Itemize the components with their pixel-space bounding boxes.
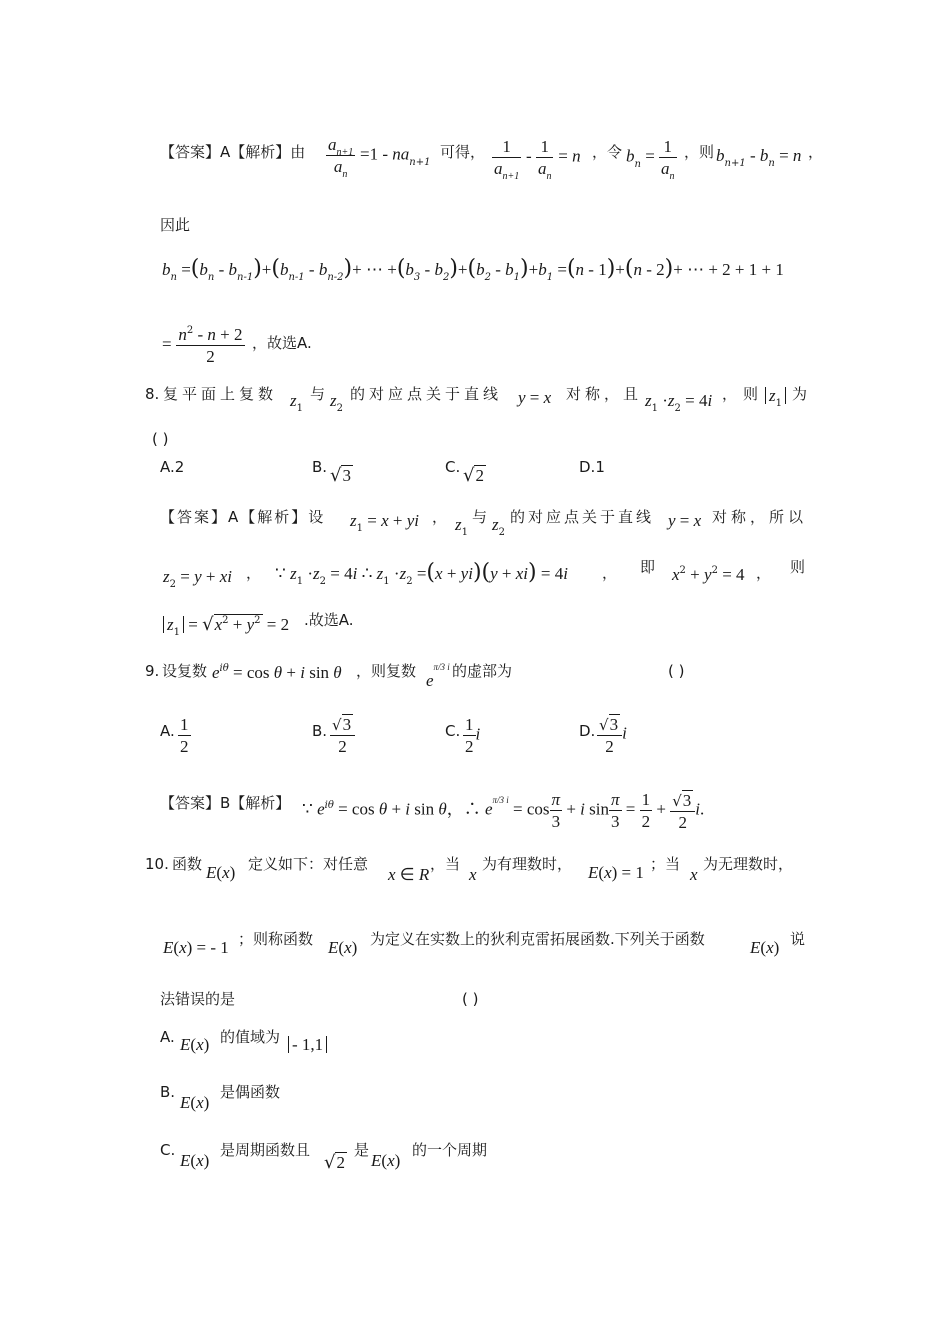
text: 函数 <box>172 855 203 873</box>
formula: eπ/3 i <box>426 662 450 690</box>
formula: $z_1 = x$ + yi <box>350 511 420 534</box>
option-c[interactable]: C. <box>160 1141 176 1159</box>
option-a[interactable]: A. <box>160 722 175 740</box>
text: 则 <box>790 558 806 576</box>
text: 的值域为 <box>220 1028 281 1046</box>
text: ，则复数 <box>356 662 417 680</box>
conclude-text: ，故选A. <box>252 334 312 352</box>
question-number: 8. <box>145 385 160 403</box>
formula: E(x) = - 1 <box>163 938 229 957</box>
formula: E(x) <box>180 1035 210 1054</box>
formula: E(x) <box>750 938 780 957</box>
text: 为定义在实数上的狄利克雷拓展函数.下列关于函数 <box>370 930 705 948</box>
text: ， <box>432 508 448 526</box>
hence-text: 因此 <box>160 216 191 234</box>
formula: ∵ $e^{i\theta} = \cos \theta + i$ sin θ，∴ $e^{\pi/3 i} = \cos$ $\frac{\pi}{3}$ + i sin $\frac{\pi}{3}$ = $\frac{1}{2}$ + $\frac{√3}{2}$ i. <box>302 790 705 832</box>
text: 的对应点关于直线 <box>350 385 503 403</box>
text: ，则 <box>722 385 765 403</box>
formula: $\frac{√3}{2}$ i <box>599 715 627 756</box>
text: 的虚部为 <box>452 662 513 680</box>
formula: √2 <box>463 465 484 486</box>
formula: E(x) <box>371 1151 401 1170</box>
formula: $\frac{1}{2}$ <box>180 715 189 756</box>
formula: $z_1 \cdot z_2 = 4i$ <box>645 391 713 414</box>
formula: $z_1$ <box>290 391 303 414</box>
text: ；当 <box>650 855 681 873</box>
answer-label: 【答案】A【解析】设 <box>160 508 326 526</box>
option-a[interactable]: A. <box>160 1028 175 1046</box>
option-d[interactable]: D. <box>579 722 596 740</box>
text: ；则称函数 <box>238 930 314 948</box>
formula: E(x) <box>180 1093 210 1112</box>
option-c[interactable]: C. <box>445 722 461 740</box>
option-c[interactable]: C. <box>445 458 461 476</box>
text: 法错误的是 <box>160 990 236 1008</box>
option-a[interactable]: A.2 <box>160 458 185 476</box>
text: 即 <box>640 558 656 576</box>
formula: - 1,1 <box>288 1036 327 1053</box>
formula: $b_n$ = $\frac{1}{a_n}$ <box>626 137 675 182</box>
text: 的对应点关于直线 <box>510 508 655 526</box>
option-b[interactable]: B. <box>312 458 328 476</box>
formula: x ∈ R <box>388 865 430 884</box>
answer-paren: ( ) <box>152 430 169 448</box>
formula: $\frac{a_{n+1}}{a_n}$ $=1 - na_{n+1}$ <box>328 135 431 180</box>
formula: $z_1 = √x^2 + y^2 = 2$ <box>163 614 289 634</box>
text: 设复数 <box>162 662 208 680</box>
text: 为有理数时， <box>482 855 573 873</box>
formula: $\frac{√3}{2}$ <box>330 714 355 755</box>
question-number: 10. <box>145 855 169 873</box>
formula: E(x) = 1 <box>588 863 644 882</box>
text: 对称，所以 <box>712 508 808 526</box>
text: ， <box>808 143 824 161</box>
option-b[interactable]: B. <box>312 722 328 740</box>
formula: $z_2$ <box>330 391 343 414</box>
formula: $x^2 + y^2 = 4$ <box>672 565 745 584</box>
text: ，则 <box>684 143 715 161</box>
formula-sum: $b_n =(b_n - b_{n-1})+(b_{n-1} - b_{n-2})+$ ⋯ $+(b_3 - b_2)+(b_2 - b_1)+b_1 =(n - 1)+(n - 2)+$ ⋯ + 2 + 1 + 1 <box>162 256 784 283</box>
formula: $e^{i\theta} = \cos \theta + i$ sin θ <box>212 663 342 682</box>
formula: y = x <box>518 388 552 407</box>
text: ，令 <box>592 143 623 161</box>
answer-paren: ( ) <box>668 662 685 680</box>
text: 是周期函数且 <box>220 1141 311 1159</box>
formula: ∵ $z_1 \cdot z_2 = 4i$ ∴ $z_1 \cdot z_2 =(x + yi)(y + xi) = 4i$ <box>275 560 568 587</box>
text: 与 <box>310 385 326 403</box>
answer-label: 【答案】B【解析】 <box>160 794 291 812</box>
text: 为 <box>792 385 808 403</box>
formula: x <box>469 865 477 884</box>
text: 的一个周期 <box>412 1141 488 1159</box>
text: 定义如下：对任意 <box>248 855 369 873</box>
formula: y = x <box>668 511 702 530</box>
formula: $\frac{1}{a_{n+1}}$ - $\frac{1}{a_n}$ = n <box>494 137 581 182</box>
text: ， <box>246 564 262 582</box>
text: 对称，且 <box>566 385 643 403</box>
text: ，当 <box>430 855 461 873</box>
formula: √3 <box>330 465 351 486</box>
formula: E(x) <box>328 938 358 957</box>
text: .故选A. <box>304 611 354 629</box>
formula: E(x) <box>180 1151 210 1170</box>
formula: $z_2 = y$ + xi <box>163 567 233 590</box>
option-d[interactable]: D.1 <box>579 458 605 476</box>
formula: x <box>690 865 698 884</box>
formula: E(x) <box>206 863 236 882</box>
text: 可得， <box>440 143 486 161</box>
option-b[interactable]: B. <box>160 1083 176 1101</box>
formula: $z_1$ <box>455 515 468 538</box>
text: 是 <box>354 1141 370 1159</box>
text: 为无理数时， <box>703 855 794 873</box>
answer-label: 【答案】A【解析】由 <box>160 143 306 161</box>
formula: √2 <box>324 1152 345 1173</box>
text: ， <box>602 564 618 582</box>
text: ， <box>756 564 772 582</box>
text: 复平面上复数 <box>163 385 278 403</box>
answer-paren: ( ) <box>462 990 479 1008</box>
formula-result: = $\frac{n^2 - n + 2}{2}$ <box>162 325 243 366</box>
formula: $b_{n+1} - b_n = n$ <box>716 146 802 169</box>
question-number: 9. <box>145 662 160 680</box>
text: 是偶函数 <box>220 1083 281 1101</box>
text: 说 <box>790 930 806 948</box>
text: 与 <box>472 508 488 526</box>
formula: $z_2$ <box>492 515 505 538</box>
formula: $\frac{1}{2}$ i <box>465 715 481 756</box>
formula: $z_1$ <box>765 387 786 404</box>
